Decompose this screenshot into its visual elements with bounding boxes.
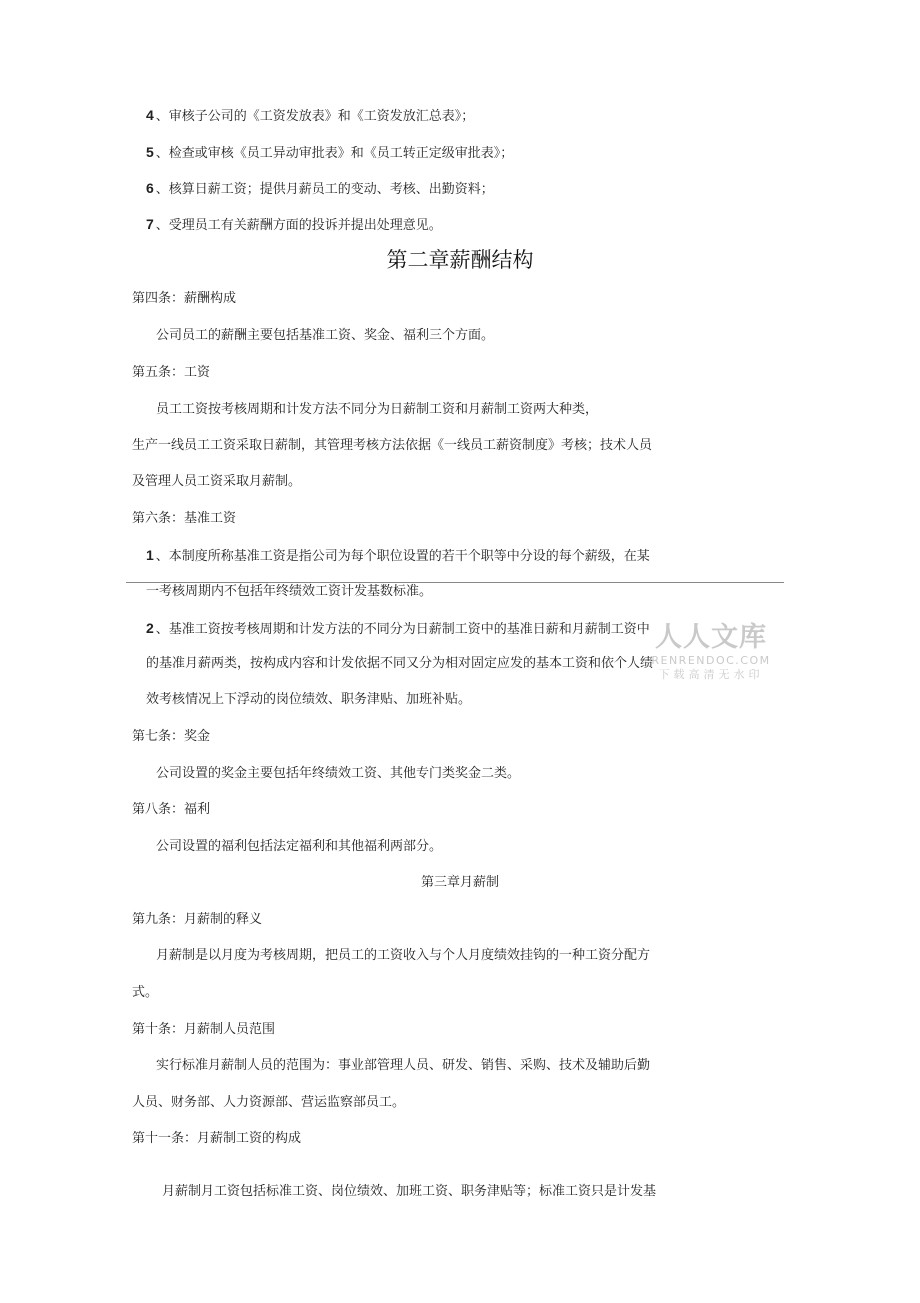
watermark-slogan: 下载高清无水印: [658, 668, 764, 681]
article-10-line-1: 实行标准月薪制人员的范围为：事业部管理人员、研发、销售、采购、技术及辅助后勤: [156, 1058, 651, 1073]
chapter-2-title: 第二章薪酬结构: [386, 248, 534, 272]
article-6-item-2-line-1: [146, 619, 650, 639]
list-item-7: [146, 215, 442, 235]
article-6-title: 第六条：基准工资: [132, 511, 237, 526]
article-7-title: 第七条：奖金: [132, 729, 211, 744]
article-6-item-1-line-2: 一考核周期内不包括年终绩效工资计发基数标准。: [146, 584, 433, 599]
article-9-line-1: 月薪制是以月度为考核周期，把员工的工资收入与个人月度绩效挂钩的一种工资分配方: [156, 948, 651, 963]
article-10-title: 第十条：月薪制人员范围: [132, 1022, 276, 1037]
list-text: 、检查或审核《员工异动审批表》和《员工转正定级审批表》；: [155, 146, 514, 161]
article-11-line-1: 月薪制月工资包括标准工资、岗位绩效、加班工资、职务津贴等；标准工资只是计发基: [162, 1184, 657, 1199]
list-number: 1: [146, 547, 154, 563]
article-9-line-2: 式。: [132, 985, 159, 1000]
list-text: 、核算日薪工资；提供月薪员工的变动、考核、出勤资料；: [155, 182, 494, 197]
watermark-url: RENRENDOC.COM: [651, 654, 771, 667]
list-item-6: [146, 179, 494, 199]
list-text: 、审核子公司的《工资发放表》和《工资发放汇总表》；: [155, 109, 475, 124]
list-text: 、受理员工有关薪酬方面的投诉并提出处理意见。: [155, 218, 442, 233]
article-9-title: 第九条：月薪制的释义: [132, 912, 263, 927]
article-10-line-2: 人员、财务部、人力资源部、营运监察部员工。: [132, 1095, 406, 1110]
list-number: 5: [146, 144, 154, 160]
list-number: 7: [146, 216, 154, 232]
article-4-body: 公司员工的薪酬主要包括基准工资、奖金、福利三个方面。: [156, 328, 495, 343]
chapter-3-title: 第三章月薪制: [420, 875, 499, 890]
article-6-item-1-line-1: [146, 546, 650, 566]
article-6-item-2-line-3: 效考核情况上下浮动的岗位绩效、职务津贴、加班补贴。: [146, 692, 472, 707]
list-item-4: [146, 106, 474, 126]
article-5-line-1: 员工工资按考核周期和计发方法不同分为日薪制工资和月薪制工资两大种类，: [156, 402, 599, 417]
article-7-body: 公司设置的奖金主要包括年终绩效工资、其他专门类奖金二类。: [156, 766, 521, 781]
watermark-logo-text: 人人文库: [655, 622, 767, 653]
list-number: 2: [146, 620, 154, 636]
list-number: 4: [146, 107, 154, 123]
list-text: 、基准工资按考核周期和计发方法的不同分为日薪制工资中的基准日薪和月薪制工资中: [155, 622, 650, 637]
watermark: [646, 622, 776, 682]
list-item-5: [146, 143, 513, 163]
article-5-title: 第五条：工资: [132, 365, 211, 380]
article-5-line-2: 生产一线员工工资采取日薪制，其管理考核方法依据《一线员工薪资制度》考核；技术人员: [132, 438, 653, 453]
article-8-title: 第八条：福利: [132, 802, 211, 817]
article-4-title: 第四条：薪酬构成: [132, 291, 237, 306]
article-5-line-3: 及管理人员工资采取月薪制。: [132, 474, 302, 489]
article-8-body: 公司设置的福利包括法定福利和其他福利两部分。: [156, 839, 443, 854]
list-number: 6: [146, 180, 154, 196]
article-6-item-2-line-2: 的基准月薪两类，按构成内容和计发依据不同又分为相对固定应发的基本工资和依个人绩: [146, 656, 654, 671]
list-text: 、本制度所称基准工资是指公司为每个职位设置的若干个职等中分设的每个薪级，在某: [155, 549, 650, 564]
article-11-title: 第十一条：月薪制工资的构成: [132, 1131, 302, 1146]
